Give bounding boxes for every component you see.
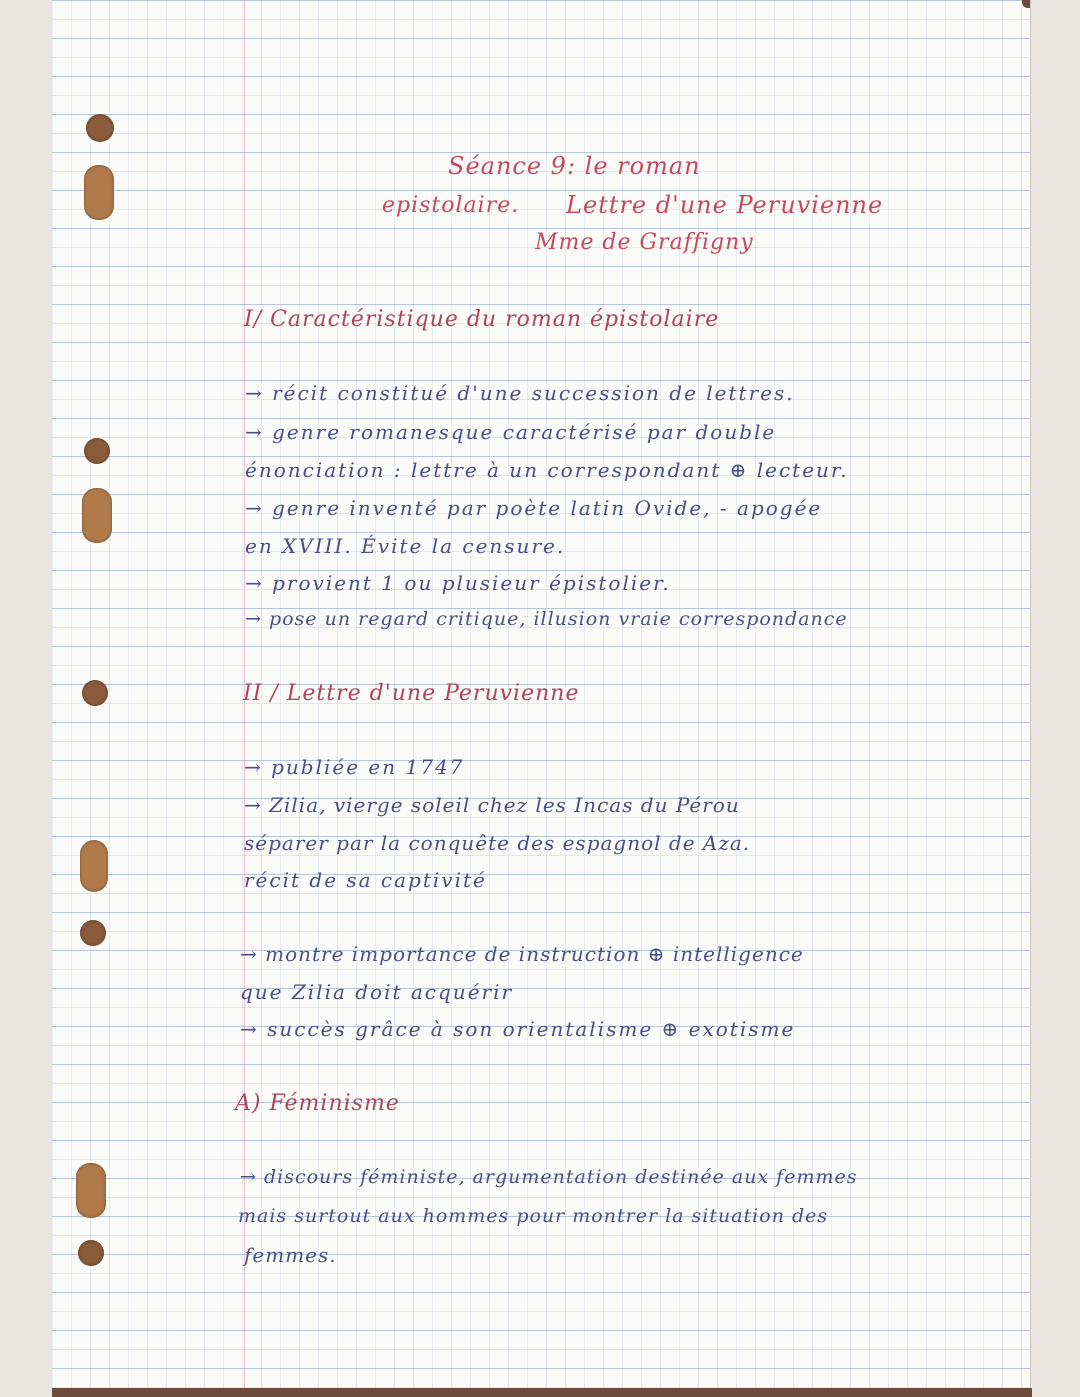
binder-hole [78,1240,104,1266]
title-line-2a: epistolaire. [382,193,520,218]
binder-hole [82,488,112,543]
title-line-1: Séance 9: le roman [448,152,701,180]
section-1-heading: I/ Caractéristique du roman épistolaire [244,307,720,332]
section-1-line: énonciation : lettre à un correspondant ⊕ lecteur. [245,458,849,482]
section-2-line: → Zilia, vierge soleil chez les Incas du Pérou [244,793,740,817]
subsection-a-heading: A) Féminisme [235,1091,400,1116]
section-1-line: → genre inventé par poète latin Ovide, - apogée [245,496,823,520]
section-1-line: → pose un regard critique, illusion vraie correspondance [245,608,848,630]
title-line-2b: Lettre d'une Peruvienne [566,191,884,219]
section-2-line: récit de sa captivité [244,868,487,892]
section-1-line: → genre romanesque caractérisé par double [245,420,777,444]
title-line-3: Mme de Graffigny [535,230,754,255]
page-bottom-edge [52,1388,1032,1397]
section-1-line: → provient 1 ou plusieur épistolier. [245,571,671,595]
section-2-line: → montre importance de instruction ⊕ intelligence [240,942,804,966]
binder-hole [82,680,108,706]
subsection-a-line: → discours féministe, argumentation destinée aux femmes [240,1166,858,1188]
section-2-line: → succès grâce à son orientalisme ⊕ exotisme [240,1017,796,1041]
section-2-heading: II / Lettre d'une Peruvienne [243,681,580,706]
subsection-a-line: femmes. [244,1243,337,1267]
section-2-line: → publiée en 1747 [244,755,465,779]
section-1-line: → récit constitué d'une succession de lettres. [245,381,795,405]
binder-hole [76,1163,106,1218]
binder-hole [80,840,108,892]
section-2-line: que Zilia doit acquérir [240,980,514,1004]
binder-hole [84,438,110,464]
binder-hole [86,114,114,142]
section-1-line: en XVIII. Évite la censure. [245,534,566,558]
subsection-a-line: mais surtout aux hommes pour montrer la situation des [238,1205,829,1227]
section-2-line: séparer par la conquête des espagnol de Aza. [244,831,751,855]
binder-hole [84,165,114,220]
binder-hole [80,920,106,946]
